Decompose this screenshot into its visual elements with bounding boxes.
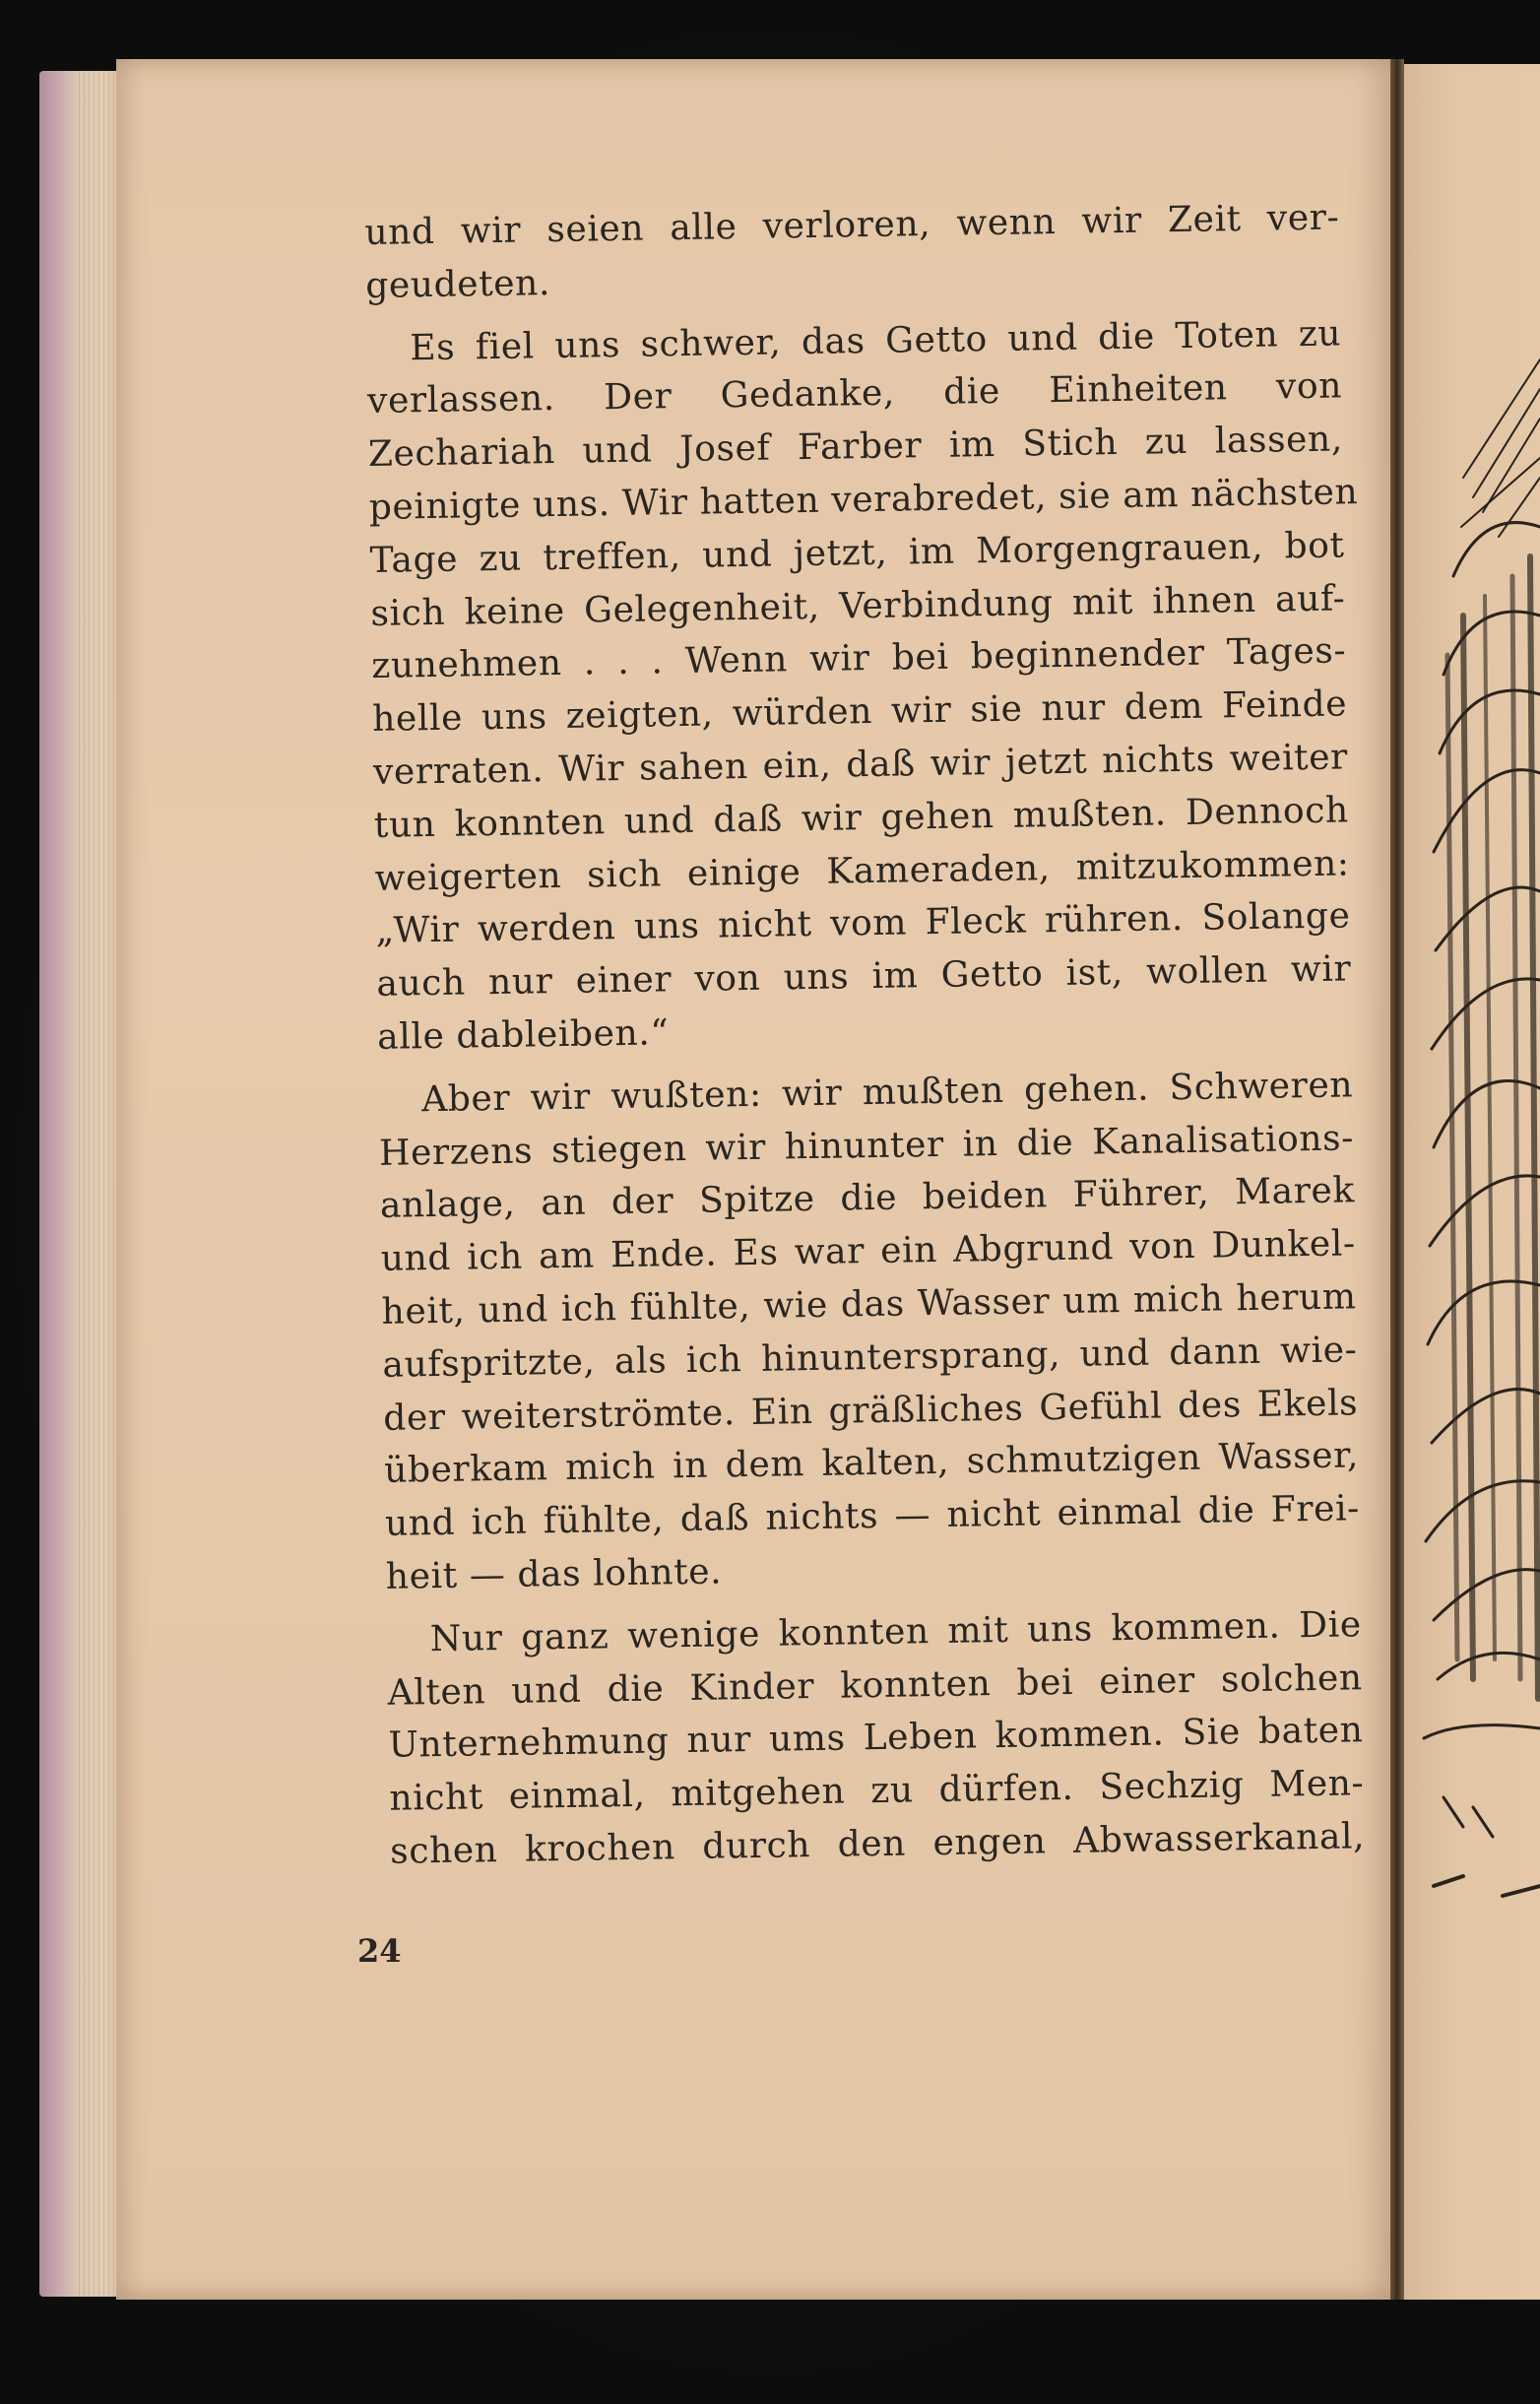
text-line: Alten und die Kinder konnten bei einer solchen bbox=[387, 1657, 1363, 1714]
text-line: und ich am Ende. Es war ein Abgrund von Dunkel- bbox=[380, 1223, 1356, 1280]
text-line: und ich fühlte, daß nichts — nicht einmal die Frei- bbox=[384, 1488, 1361, 1544]
text-line: Tage zu treffen, und jetzt, im Morgengrauen, bot bbox=[369, 525, 1345, 581]
text-line: helle uns zeigten, würden wir sie nur dem Feinde bbox=[371, 683, 1348, 741]
text-line: der weiterströmte. Ein gräßliches Gefühl des Ekels bbox=[382, 1382, 1359, 1439]
page-stack-edge bbox=[39, 71, 128, 2297]
sketch-illustration-icon bbox=[1404, 64, 1540, 2300]
body-text bbox=[364, 191, 1366, 1878]
text-line: Es fiel uns schwer, das Getto und die Toten zu bbox=[409, 313, 1342, 368]
text-line: sich keine Gelegenheit, Verbindung mit ihnen auf- bbox=[370, 577, 1346, 634]
text-line: Aber wir wußten: wir mußten gehen. Schweren bbox=[420, 1065, 1354, 1120]
text-line: Zechariah und Josef Farber im Stich zu lassen, bbox=[367, 419, 1344, 476]
text-line: aufspritzte, als ich hinuntersprang, und dann wie- bbox=[382, 1330, 1358, 1386]
text-line: verraten. Wir sahen ein, daß wir jetzt nichts weiter bbox=[372, 737, 1349, 793]
book-gutter bbox=[1390, 59, 1404, 2300]
text-line: weigerten sich einige Kameraden, mitzukommen: bbox=[374, 842, 1350, 899]
text-line: schen krochen durch den engen Abwasserkanal, bbox=[389, 1816, 1366, 1872]
text-line: heit — das lohnte. bbox=[385, 1551, 723, 1597]
text-line: geudeten. bbox=[364, 262, 551, 306]
text-line: alle dableiben.“ bbox=[376, 1012, 670, 1058]
text-line: überkam mich in dem kalten, schmutzigen Wasser, bbox=[383, 1435, 1360, 1492]
page-number: 24 bbox=[357, 1932, 402, 1970]
text-line: auch nur einer von uns im Getto ist, wollen wir bbox=[376, 948, 1352, 1006]
facing-page-illustration bbox=[1404, 64, 1540, 2300]
text-line: Unternehmung nur ums Leben kommen. Sie baten bbox=[388, 1710, 1364, 1767]
text-line: zunehmen . . . Wenn wir bei beginnender Tages- bbox=[371, 630, 1347, 687]
text-line: „Wir werden uns nicht vom Fleck rühren. Solange bbox=[375, 895, 1351, 952]
text-line: und wir seien alle verloren, wenn wir Zeit ver- bbox=[364, 197, 1340, 253]
text-line: heit, und ich fühlte, wie das Wasser um mich herum bbox=[381, 1276, 1357, 1332]
text-line: anlage, an der Spitze die beiden Führer, Marek bbox=[379, 1170, 1356, 1227]
text-line: peinigte uns. Wir hatten verabredet, sie am nächsten bbox=[368, 472, 1359, 528]
text-line: Herzens stiegen wir hinunter in die Kanalisations- bbox=[378, 1117, 1355, 1174]
text-line: nicht einmal, mitgehen zu dürfen. Sechzig Men- bbox=[389, 1763, 1365, 1819]
text-line: verlassen. Der Gedanke, die Einheiten von bbox=[366, 365, 1343, 422]
text-line: tun konnten und daß wir gehen mußten. Dennoch bbox=[373, 790, 1350, 846]
text-line: Nur ganz wenige konnten mit uns kommen. Die bbox=[429, 1603, 1363, 1659]
